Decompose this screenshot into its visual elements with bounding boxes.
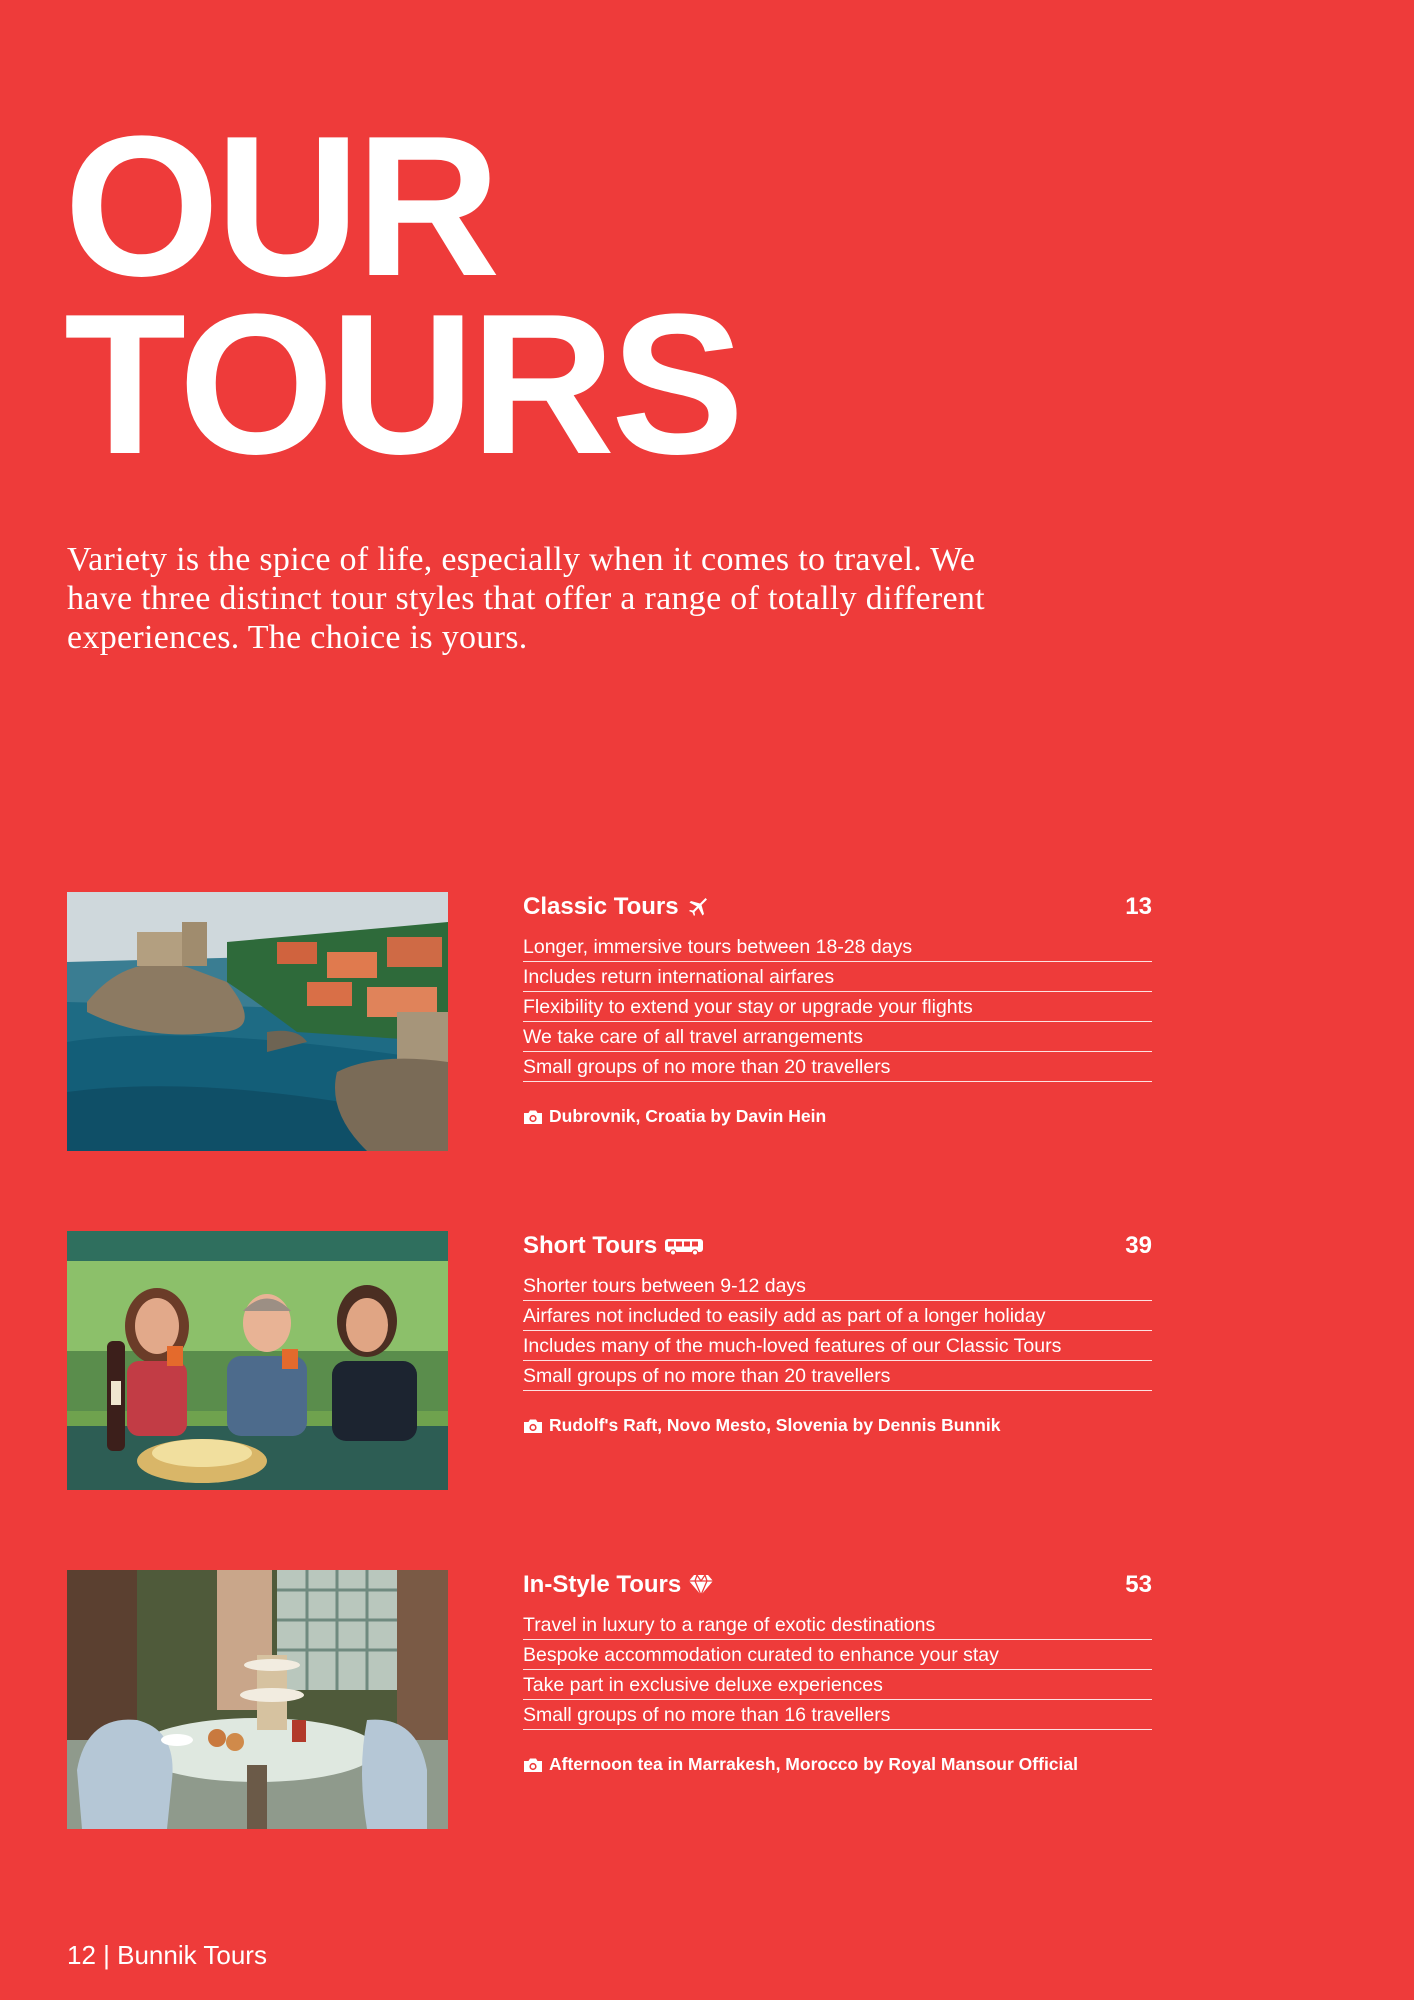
tour-title: [523, 1570, 714, 1600]
feature-item: Includes many of the much-loved features of our Classic Tours: [523, 1331, 1152, 1361]
feature-item: Airfares not included to easily add as part of a longer holiday: [523, 1301, 1152, 1331]
camera-icon: [523, 1757, 543, 1773]
tour-name: Classic Tours: [523, 893, 679, 920]
feature-item: Small groups of no more than 20 travellers: [523, 1052, 1152, 1082]
page-title: [64, 95, 741, 496]
tour-page-number: 13: [1125, 893, 1152, 920]
feature-item: Small groups of no more than 16 travellers: [523, 1700, 1152, 1730]
camera-icon: [523, 1418, 543, 1434]
tour-header: [523, 1570, 1152, 1604]
diamond-icon: [688, 1573, 714, 1597]
feature-item: Bespoke accommodation curated to enhance your stay: [523, 1640, 1152, 1670]
camera-icon: [523, 1109, 543, 1125]
feature-list: [523, 1610, 1152, 1730]
photo-marrakesh-tea: [67, 1570, 448, 1829]
photo-credit: [523, 1754, 1152, 1775]
tour-name: Short Tours: [523, 1232, 658, 1259]
feature-list: [523, 932, 1152, 1082]
tour-page-number: 39: [1125, 1232, 1152, 1259]
page-footer: 12 | Bunnik Tours: [67, 1940, 267, 1970]
tour-info: [523, 1570, 1152, 1775]
feature-list: [523, 1271, 1152, 1391]
tour-short: [67, 1231, 1152, 1491]
photo-dubrovnik: [67, 892, 448, 1151]
tour-classic: [67, 892, 1152, 1152]
feature-item: Small groups of no more than 20 travellers: [523, 1361, 1152, 1391]
title-line-1: OUR: [64, 95, 497, 318]
tour-info: [523, 1231, 1152, 1436]
feature-item: Flexibility to extend your stay or upgrade your flights: [523, 992, 1152, 1022]
airplane-icon: [686, 895, 710, 919]
dubrovnik-coast-image: [67, 892, 448, 1151]
title-line-2: TOURS: [64, 273, 741, 496]
tour-name: In-Style Tours: [523, 1571, 682, 1598]
photo-credit: [523, 1415, 1152, 1436]
bus-icon: [664, 1236, 704, 1256]
tour-title: [523, 892, 710, 922]
photo-credit-text: Afternoon tea in Marrakesh, Morocco by Royal Mansour Official: [549, 1754, 1078, 1774]
photo-credit-text: Dubrovnik, Croatia by Davin Hein: [549, 1106, 827, 1126]
tour-header: [523, 1231, 1152, 1265]
feature-item: Longer, immersive tours between 18-28 days: [523, 932, 1152, 962]
tour-header: [523, 892, 1152, 926]
feature-item: Shorter tours between 9-12 days: [523, 1271, 1152, 1301]
photo-credit: [523, 1106, 1152, 1127]
raft-people-image: [67, 1231, 448, 1490]
feature-item: Travel in luxury to a range of exotic destinations: [523, 1610, 1152, 1640]
tour-in-style: [67, 1570, 1152, 1830]
tour-page-number: 53: [1125, 1571, 1152, 1598]
feature-item: Includes return international airfares: [523, 962, 1152, 992]
afternoon-tea-image: [67, 1570, 448, 1829]
tour-info: [523, 892, 1152, 1127]
feature-item: We take care of all travel arrangements: [523, 1022, 1152, 1052]
photo-rudolfs-raft: [67, 1231, 448, 1490]
photo-credit-text: Rudolf's Raft, Novo Mesto, Slovenia by Dennis Bunnik: [549, 1415, 1001, 1435]
intro-paragraph: Variety is the spice of life, especially when it comes to travel. We have three distinct tour styles that offer a range of totally different experiences. The choice is yours.: [67, 541, 985, 656]
feature-item: Take part in exclusive deluxe experiences: [523, 1670, 1152, 1700]
tour-title: [523, 1231, 704, 1261]
